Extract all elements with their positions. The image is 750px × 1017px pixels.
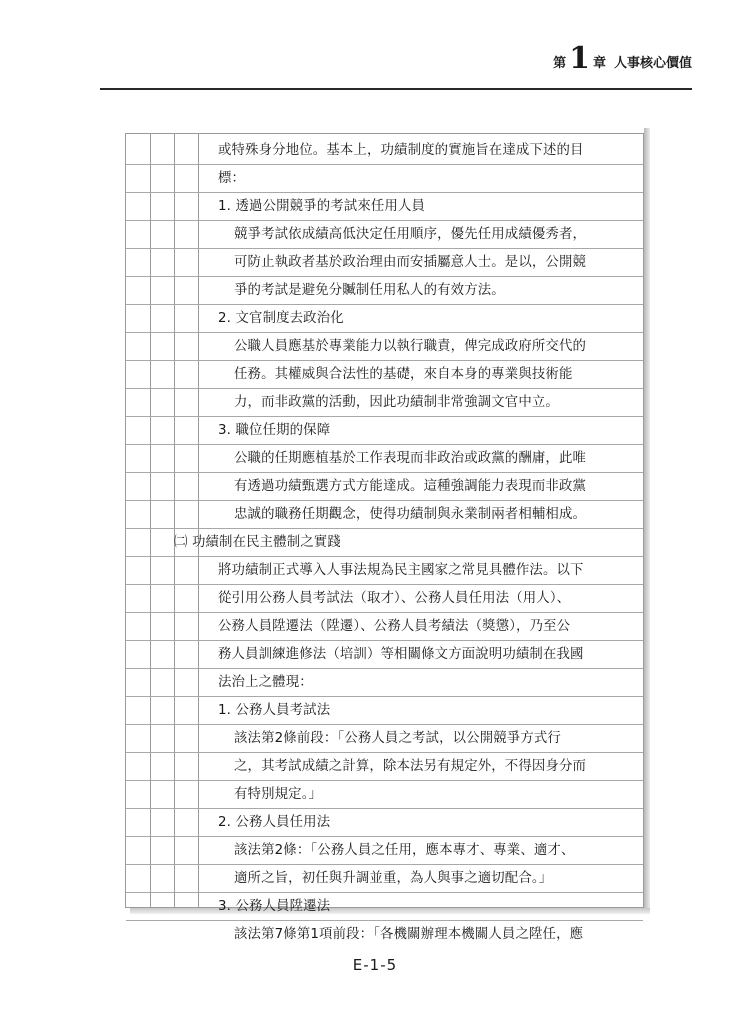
text-line: [126, 613, 643, 641]
text-line: [126, 333, 643, 361]
text-line-content: 忠誠的職務任期觀念，使得功績制與永業制兩者相輔相成。: [234, 507, 587, 522]
text-line-content: 從引用公務人員考試法（取才）、公務人員任用法（用人）、: [218, 591, 571, 606]
text-line-content: 1. 公務人員考試法: [218, 703, 331, 718]
text-line-content: 2. 公務人員任用法: [218, 815, 331, 830]
text-line: [126, 501, 643, 529]
page-shadow-right: [644, 128, 650, 914]
text-line: [126, 585, 643, 613]
text-line-content: 該法第7條第1項前段：「各機關辦理本機關人員之陞任，應: [234, 927, 584, 942]
text-line-content: 競爭考試依成績高低決定任用順序，優先任用成績優秀者，: [234, 227, 587, 242]
text-line-content: 該法第2條：「公務人員之任用，應本專才、專業、適才、: [234, 843, 575, 858]
text-line: [126, 669, 643, 697]
text-line-content: 1. 透過公開競爭的考試來任用人員: [218, 199, 426, 214]
text-line-content: 3. 職位任期的保障: [218, 423, 331, 438]
text-line: [126, 277, 643, 305]
text-line: [126, 305, 643, 333]
chapter-header: [553, 41, 692, 76]
text-line-content: 法治上之體現：: [218, 675, 313, 690]
text-lines: [126, 137, 643, 949]
text-line-content: 該法第2條前段：「公務人員之考試，以公開競爭方式行: [234, 731, 561, 746]
text-line: [126, 921, 643, 949]
text-line: [126, 417, 643, 445]
text-line-content: 有特別規定。」: [234, 787, 323, 802]
text-line: [126, 837, 643, 865]
text-line: [126, 473, 643, 501]
text-line-content: 有透過功績甄選方式方能達成。這種強調能力表現而非政黨: [234, 479, 587, 494]
chapter-prefix: 第: [553, 55, 567, 71]
text-line: [126, 753, 643, 781]
text-line: [126, 641, 643, 669]
text-line: [126, 445, 643, 473]
text-line-content: 3. 公務人員陞遷法: [218, 899, 331, 914]
text-line: [126, 389, 643, 417]
text-line-content: 務人員訓練進修法（培訓）等相關條文方面說明功績制在我國: [218, 647, 584, 662]
text-line-content: 公職的任期應植基於工作表現而非政治或政黨的酬庸，此唯: [234, 451, 587, 466]
chapter-number: 1: [569, 41, 590, 76]
text-line: [126, 557, 643, 585]
text-line-content: 或特殊身分地位。基本上，功績制度的實施旨在達成下述的目: [218, 143, 584, 158]
text-line: [126, 165, 643, 193]
text-line: [126, 725, 643, 753]
text-line-content: 公務人員陞遷法（陞遷）、公務人員考績法（獎懲），乃至公: [218, 619, 571, 634]
text-line-content: 可防止執政者基於政治理由而安插屬意人士。是以，公開競: [234, 255, 587, 270]
text-line-content: 力，而非政黨的活動，因此功績制非常強調文官中立。: [234, 395, 559, 410]
text-line-content: 任務。其權威與合法性的基礎，來自本身的專業與技術能: [234, 367, 573, 382]
content-box: [125, 133, 644, 942]
text-line: [126, 865, 643, 893]
text-line: [126, 893, 643, 921]
text-line: [126, 697, 643, 725]
text-line-content: 公職人員應基於專業能力以執行職責，俾完成政府所交代的: [234, 339, 587, 354]
text-line: [126, 193, 643, 221]
chapter-suffix: 章: [592, 55, 606, 71]
text-line: [126, 809, 643, 837]
text-line-content: 適所之旨，初任與升調並重，為人與事之適切配合。」: [234, 871, 553, 886]
text-line: [126, 529, 643, 557]
text-line: [126, 249, 643, 277]
text-line-content: 將功績制正式導入人事法規為民主國家之常見具體作法。以下: [218, 563, 584, 578]
text-line-content: 之，其考試成績之計算，除本法另有規定外，不得因身分而: [234, 759, 587, 774]
text-line-content: ㈡ 功績制在民主體制之實踐: [174, 535, 341, 550]
text-line-content: 2. 文官制度去政治化: [218, 311, 344, 326]
page-number: E-1-5: [352, 956, 398, 974]
text-line-content: 標：: [218, 171, 246, 186]
text-line: [126, 221, 643, 249]
text-line-content: 爭的考試是避免分贓制任用私人的有效方法。: [234, 283, 505, 298]
chapter-title: 人事核心價值: [613, 55, 692, 71]
header-rule: [100, 88, 692, 90]
text-line: [126, 781, 643, 809]
text-line: [126, 137, 643, 165]
text-line: [126, 361, 643, 389]
